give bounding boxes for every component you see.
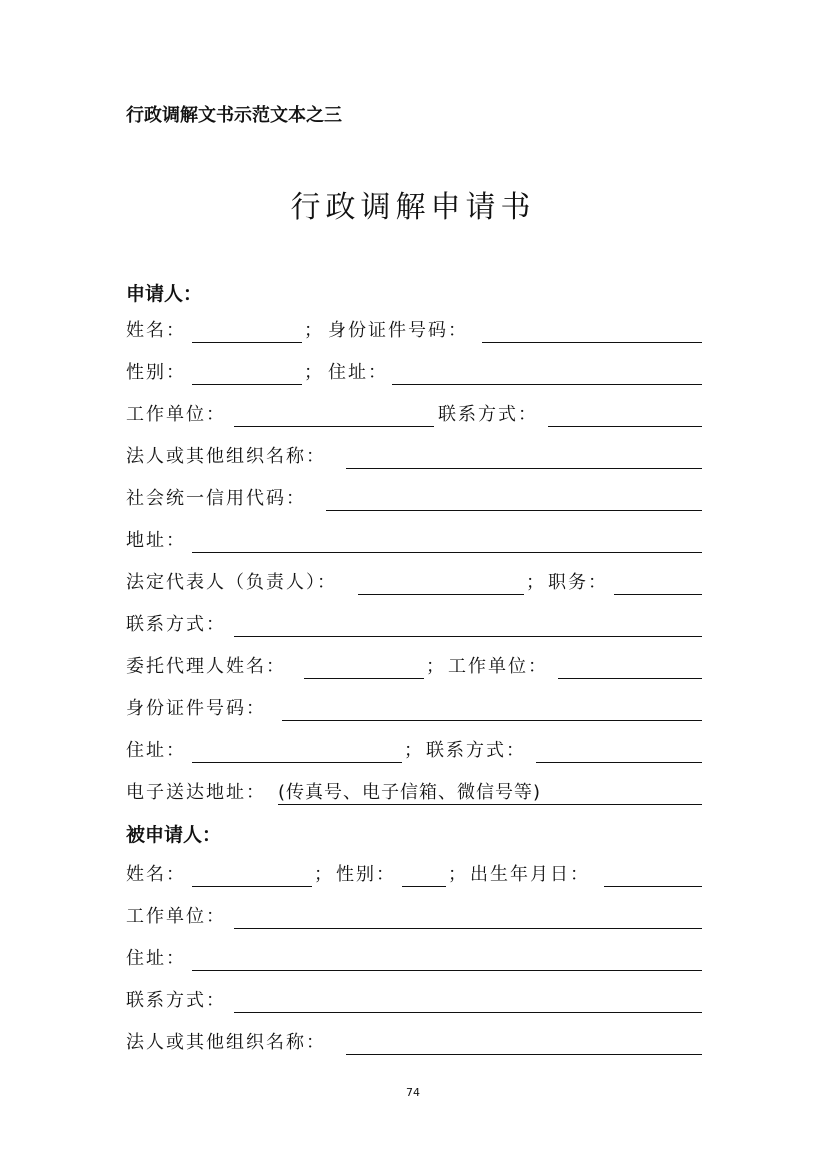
e-delivery-row [126,780,702,814]
name-field[interactable] [192,886,312,887]
name-field[interactable] [192,342,302,343]
birth-date-label: 出生年月日： [470,864,590,885]
agent-name-row [126,654,702,688]
agent-name-label: 委托代理人姓名： [126,656,286,677]
location-label: 地址： [126,530,186,551]
applicant-credit-code-row [126,486,702,520]
legal-rep-label: 法定代表人（负责人）： [126,572,337,593]
agent-id-field[interactable] [282,720,702,721]
agent-address-label: 住址： [126,740,186,761]
agent-contact-label: 联系方式： [426,740,526,761]
separator: ； [526,572,546,593]
position-label: 职务： [548,572,608,593]
address-label: 住址： [328,362,388,383]
applicant-heading: 申请人： [126,283,203,305]
separator: ； [426,656,446,677]
gender-label: 性别： [336,864,396,885]
applicant-gender-row [126,360,702,394]
contact-field[interactable] [234,636,702,637]
workplace-label: 工作单位： [126,906,226,927]
agent-contact-field[interactable] [536,762,702,763]
workplace-field[interactable] [234,426,434,427]
legal-rep-row [126,570,702,604]
agent-address-field[interactable] [192,762,402,763]
agent-address-row [126,738,702,772]
credit-code-label: 社会统一信用代码： [126,488,306,509]
contact-label: 联系方式： [126,614,226,635]
name-label: 姓名： [126,320,186,341]
document-title: 行政调解申请书 [290,190,536,225]
applicant-location-row [126,528,702,562]
contact-label: 联系方式： [126,990,226,1011]
applicant-workplace-row [126,402,702,436]
id-number-label: 身份证件号码： [328,320,468,341]
respondent-workplace-row [126,904,702,938]
separator: ； [304,320,324,341]
position-field[interactable] [614,594,702,595]
respondent-address-row [126,946,702,980]
agent-workplace-field[interactable] [558,678,702,679]
e-delivery-hint: (传真号、电子信箱、微信号等) [278,782,542,803]
credit-code-field[interactable] [326,510,702,511]
separator: ； [314,864,334,885]
id-number-field[interactable] [482,342,702,343]
org-name-label: 法人或其他组织名称： [126,1032,326,1053]
address-field[interactable] [192,970,702,971]
contact-field[interactable] [234,1012,702,1013]
agent-name-field[interactable] [304,678,424,679]
agent-workplace-label: 工作单位： [448,656,548,677]
series-title: 行政调解文书示范文本之三 [126,105,342,126]
separator: ； [404,740,424,761]
birth-date-field[interactable] [604,886,702,887]
e-delivery-field[interactable] [278,804,702,805]
applicant-org-row [126,444,702,478]
gender-label: 性别： [126,362,186,383]
name-label: 姓名： [126,864,186,885]
respondent-name-row [126,862,702,896]
legal-rep-field[interactable] [358,594,524,595]
e-delivery-label: 电子送达地址： [126,782,266,803]
respondent-heading: 被申请人： [126,824,222,846]
location-field[interactable] [192,552,702,553]
agent-id-row [126,696,702,730]
respondent-contact-row [126,988,702,1022]
org-name-field[interactable] [346,468,702,469]
agent-id-label: 身份证件号码： [126,698,266,719]
org-name-label: 法人或其他组织名称： [126,446,326,467]
separator: ； [448,864,468,885]
address-field[interactable] [392,384,702,385]
applicant-contact-row [126,612,702,646]
org-name-field[interactable] [346,1054,702,1055]
applicant-name-row [126,318,702,352]
separator: ； [304,362,324,383]
gender-field[interactable] [192,384,302,385]
page-number: 74 [406,1086,420,1099]
respondent-org-row [126,1030,702,1064]
address-label: 住址： [126,948,186,969]
contact-label: 联系方式： [438,404,538,425]
workplace-field[interactable] [234,928,702,929]
gender-field[interactable] [402,886,446,887]
workplace-label: 工作单位： [126,404,226,425]
contact-field[interactable] [548,426,702,427]
